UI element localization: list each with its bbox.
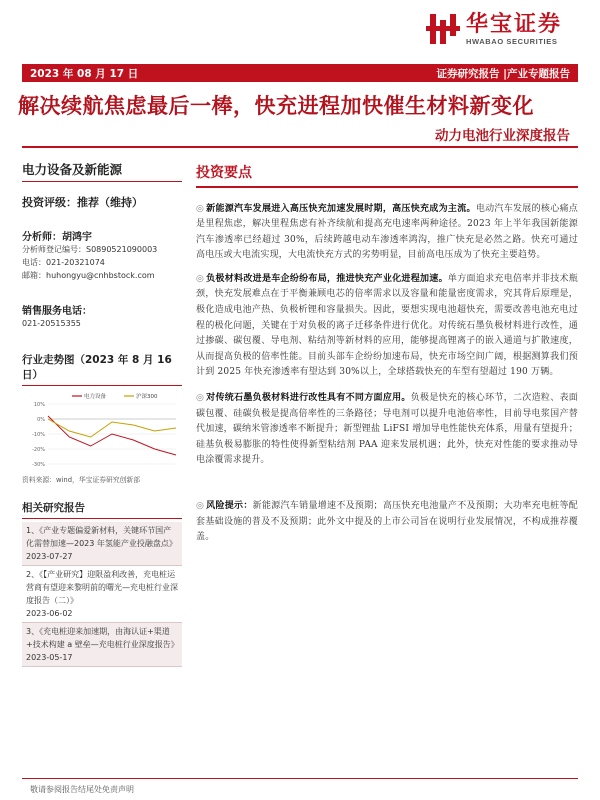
key-point-1 bbox=[196, 202, 578, 264]
trend-chart-svg bbox=[22, 390, 180, 470]
sales-phone: 021-20515355 bbox=[22, 319, 81, 328]
footer-divider bbox=[22, 778, 578, 779]
y-tick-label: -20% bbox=[32, 447, 45, 453]
sidebar bbox=[22, 160, 182, 667]
key-points bbox=[196, 162, 578, 546]
key-point-lead: 新能源汽车发展进入高压快充加速发展时期，高压快充成为主流。 bbox=[206, 203, 476, 214]
sector-name: 电力设备及新能源 bbox=[22, 162, 123, 177]
analyst-email[interactable]: 邮箱：huhongyu@cnhbstock.com bbox=[22, 271, 155, 280]
industry-trend-chart bbox=[22, 390, 180, 470]
related-report-date: 2023-05-17 bbox=[26, 653, 73, 662]
related-report-date: 2023-06-02 bbox=[26, 609, 73, 618]
risk-warning bbox=[196, 499, 578, 546]
section-divider bbox=[196, 186, 578, 188]
related-report-text: 3、《充电桩迎来加速期，由海认证+渠道+技术构建 a 壁垒—充电桩行业深度报告》 bbox=[26, 627, 179, 649]
footer-disclaimer: 敬请参阅报告结尾处免责声明 bbox=[30, 785, 134, 794]
key-point-2 bbox=[196, 272, 578, 381]
analyst-cert: 分析师登记编号：S0890521090003 bbox=[22, 245, 158, 254]
key-point-body: 电动汽车发展的核心痛点是里程焦虑，解决里程焦虑有补齐续航和提高充电速率两种途径。2023 年上半年我国新能源汽车渗透率已经超过 30%，后续跨越电动车渗透率鸿沟，推广快充是必然之路。快充可通过高电压或大电流实现，大电流快充方式的劣势明显，目前高电压成为了快充主要趋势。 bbox=[196, 203, 578, 261]
bullet-icon: ◎ bbox=[196, 203, 205, 214]
related-report-2[interactable] bbox=[22, 566, 182, 623]
related-report-1[interactable] bbox=[22, 522, 182, 566]
key-point-lead: 对传统石墨负极材料进行改性具有不同方面应用。 bbox=[206, 393, 411, 404]
related-report-text: 2、《【产业研究】迎限盈利改善，充电桩运营商有望迎来黎明前的曙光—充电桩行业深度报告（二）》 bbox=[26, 570, 178, 605]
bullet-icon: ◎ bbox=[196, 393, 205, 404]
key-point-lead: 负极材料改进是车企纷纷布局，推进快充产业化进程加速。 bbox=[206, 273, 448, 284]
risk-body: 新能源汽车销量增速不及预期；高压快充电池量产不及预期；大功率充电桩等配套基础设施的普及不及预期；此外文中提及的上市公司旨在说明行业发展情况，不构成推荐覆盖。 bbox=[196, 501, 578, 543]
chart-source: 资料来源：wind，华宝证券研究创新部 bbox=[22, 476, 141, 484]
brand-name-cn: 华宝证券 bbox=[465, 11, 562, 37]
y-tick-label: 0% bbox=[37, 417, 45, 423]
hwabao-logo-icon bbox=[426, 12, 460, 46]
y-tick-label: -30% bbox=[32, 462, 45, 468]
report-date: 2023 年 08 月 17 日 bbox=[30, 68, 139, 80]
sales-label: 销售服务电话： bbox=[22, 306, 92, 317]
header-bar bbox=[22, 64, 578, 82]
report-title: 解决续航焦虑最后一棒，快充进程加快催生材料新变化 bbox=[18, 94, 534, 118]
bullet-icon: ◎ bbox=[196, 273, 205, 284]
related-list bbox=[22, 522, 182, 667]
risk-lead: 风险提示： bbox=[206, 501, 253, 511]
y-tick-label: 10% bbox=[33, 402, 45, 408]
related-title: 相关研究报告 bbox=[22, 502, 85, 514]
related-report-text: 1、《产业专题偏爱新材料，关键环节国产化需替加速—2023 年氢能产业投融盘点》 bbox=[26, 526, 177, 548]
related-report-date: 2023-07-27 bbox=[26, 552, 73, 561]
title-divider bbox=[22, 146, 578, 148]
brand-logo bbox=[426, 12, 562, 46]
legend-label: 电力设备 bbox=[84, 394, 107, 400]
key-point-body: 单方面追求充电倍率并非技术瓶颈，快充发展难点在于平衡兼顾电芯的倍率需求以及容量和能量密度需求，究其背后原理是，极化造成电池产热、负极析锂和容量损失。因此，要想实现电池超快充，需要改善电池充电过程的极化问题，关键在于对负极的离子迁移条件进行优化。对传统石墨负极材料进行改性，通过掺碳、碳包覆、导电剂、粘结剂等新材料的应用，能够提高锂离子的嵌入通道与扩散速度，从而提高负极的倍率性能。目前头部车企纷纷加速布局，快充市场空间广阔，根据测算我们预计到 2025 年快充渗透率有望达到 30%以上，全球搭载快充的车型有望超过 190 万辆。 bbox=[196, 273, 578, 378]
report-subtitle: 动力电池行业深度报告 bbox=[435, 128, 570, 144]
report-type: 证券研究报告 |产业专题报告 bbox=[436, 68, 570, 80]
analyst-name: 分析师：胡鸿宇 bbox=[22, 232, 92, 243]
y-tick-label: -10% bbox=[32, 432, 45, 438]
investment-rating: 投资评级：推荐（维持） bbox=[22, 196, 143, 209]
legend-label: 沪深300 bbox=[136, 394, 158, 400]
bullet-icon: ◎ bbox=[196, 501, 205, 511]
related-report-3[interactable] bbox=[22, 623, 182, 667]
key-point-3 bbox=[196, 391, 578, 469]
related-divider bbox=[22, 518, 182, 519]
section-title: 投资要点 bbox=[196, 165, 252, 181]
key-point-body: 负极是快充的核心环节，二次造粒、表面碳包覆、硅碳负极是提高倍率性的三条路径；导电剂可以提升电池倍率性，目前导电浆国产替代加速，碳纳米管渗透率不断提升；新型锂盐 LiFSI 增加导电性能快充体系，用量有望提升；硅基负极易膨胀的特性使得新型粘结剂 PAA 迎来发展机遇；此外，快充对性能的要求推动导电涂覆需求提升。 bbox=[196, 393, 578, 466]
analyst-phone: 电话：021-20321074 bbox=[22, 258, 105, 267]
trend-divider bbox=[22, 385, 182, 386]
brand-name-en: HWABAO SECURITIES bbox=[465, 36, 558, 46]
trend-title: 行业走势图（2023 年 8 月 16 日） bbox=[22, 354, 172, 381]
sector-divider bbox=[22, 181, 182, 182]
